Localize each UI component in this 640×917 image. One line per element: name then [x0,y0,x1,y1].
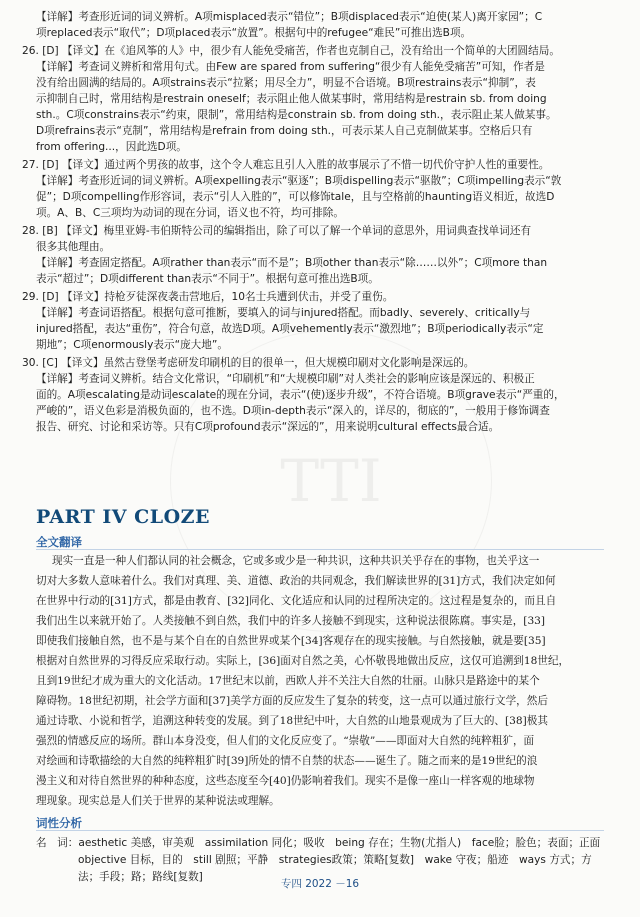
translation-line: 且到19世纪才成为重大的文化活动。17世纪末以前，西欧人并不关注大自然的壮丽。山脉只是路途中的某个 [36,675,540,687]
vocab-line: 法；手段；路；路线[复数] [78,871,203,883]
text-line: 【详解】考查词义辨析和常用句式。由Few are spared from suffering“很少有人能免受痛苦”可知，作者是 [36,61,545,73]
text-line: 27. [D] 【译文】通过两个男孩的故事，这个令人难忘且引人入胜的故事展示了不惜一切代价守护人性的重要性。 [22,159,550,171]
text-line: 【详解】考查形近词的词义辨析。A项expelling表示“驱逐”；B项dispelling表示“驱散”；C项impelling表示“敦 [36,175,562,187]
text-line: injured搭配，表达“重伤”，符合句意，故选D项。A项vehemently表示“激烈地”；B项periodically表示“定 [36,323,544,335]
page-footer: 专四 2022 －16 [280,878,360,890]
text-line: 严峻的”，语义色彩是消极负面的，也不选。D项in-depth表示“深入的，详尽的，彻底的”，一般用于修饰调查 [36,405,550,417]
text-line: 【详解】考查词义辨析。结合文化常识，“印刷机”和“大规模印刷”对人类社会的影响应该是深远的、积极正 [36,373,535,385]
text-line: 报告、研究、讨论和采访等。只有C项profound表示“深远的”，用来说明cultural effects最合适。 [36,421,500,433]
translation-line: 现实一直是一种人们都认同的社会概念，它或多或少是一种共识，这种共识关乎存在的事物，也关乎这一 [52,555,540,567]
translation-line: 障碍物。18世纪初期，社会学方面和[37]美学方面的反应发生了复杂的转变，这一点可以通过旅行文学，然后 [36,695,548,707]
text-line: 很多其他理由。 [36,241,111,253]
text-line: 没有给出圆满的结局的。A项strains表示“拉紧；用尽全力”，明显不合语境。B项restrains表示“抑制”，表 [36,77,536,89]
translation-heading: 全文翻译 [36,535,82,549]
vocab-line: 名 词：aesthetic 美感，审美观 assimilation 同化；吸收 being 存在；生物(尤指人) face脸；脸色；表面；正面 [36,837,601,849]
text-line: 29. [D] 【译文】持枪歹徒深夜袭击营地后，10名士兵遭到伏击，并受了重伤。 [22,291,394,303]
text-line: 表示“超过”；D项different than表示“不同于”。根据句意可推出选B项。 [36,273,379,285]
translation-line: 通过诗歌、小说和哲学，追溯这种转变的发展。到了18世纪中叶，大自然的山地景观成为了巨大的、[38]极其 [36,715,548,727]
text-line: from offering...，因此选D项。 [36,141,187,153]
text-line: 【详解】考查词语搭配。根据句意可推断，要填入的词与injured搭配。而badly、severely、critically与 [36,307,531,319]
text-line: 示抑制自己时，常用结构是restrain oneself；表示阻止他人做某事时，常用结构是restrain sb. from doing [36,93,547,105]
translation-line: 切对大多数人意味着什么。我们对真理、美、道德、政治的共同观念，我们解读世界的[31]方式，我们决定如何 [36,575,556,587]
text-line: 【详解】考查形近词的词义辨析。A项misplaced表示“错位”；B项displaced表示“迫使(某人)离开家园”；C [36,11,543,23]
text-line: 28. [B] 【译文】梅里亚姆-韦伯斯特公司的编辑指出，除了可以了解一个单词的意思外，用词典查找单词还有 [22,225,532,237]
vocab-heading: 词性分析 [36,816,82,830]
translation-line: 即使我们接触自然，也不是与某个自在的自然世界或某个[34]客观存在的现实接触。与自然接触，就是要[35] [36,635,546,647]
translation-line: 在世界中行动的[31]方式，都是由教育、[32]同化、文化适应和认同的过程所决定的。这过程是复杂的，而且自 [36,595,557,607]
text-line: 【详解】考查固定搭配。A项rather than表示“而不是”；B项other than表示“除……以外”；C项more than [36,257,548,269]
watermark: TTI [170,330,492,632]
translation-heading-rule [36,549,604,550]
text-line: 期地”；C项enormously表示“庞大地”。 [36,339,228,351]
vocab-heading-rule [36,830,604,831]
text-line: sth.。C项constrains表示“约束，限制”，常用结构是constrain sb. from doing sth.，表示阻止某人做某事。 [36,109,557,121]
text-line: 26. [D] 【译文】在《追风筝的人》中，很少有人能免受痛苦，作者也克制自己，没有给出一个简单的大团圆结局。 [22,45,560,57]
text-line: D项refrains表示“克制”，常用结构是refrain from doing sth.，可表示某人自己克制做某事。空格后只有 [36,125,533,137]
translation-line: 根据对自然世界的习得反应采取行动。实际上，[36]面对自然之美，心怀敬畏地做出反应，这仅可追溯到18世纪， [36,655,570,667]
text-line: 面的。A项escalating是动词escalate的现在分词，表示“(使)逐步升级”，不符合语境。B项grave表示“严重的， [36,389,565,401]
part-title: PART IV CLOZE [36,506,210,528]
text-line: 促”；D项compelling作形容词，表示“引人入胜的”，可以修饰tale，且与空格前的haunting语义相近，故选D [36,191,555,203]
vocab-line: objective 目标，目的 still 剧照；平静 strategies政策；策略[复数] wake 守夜；船迹 ways 方式；方 [78,854,592,866]
translation-line: 理现象。现实总是人们关于世界的某种说法或理解。 [36,795,280,807]
translation-line: 强烈的情感反应的场所。群山本身没变，但人们的文化反应变了。“崇敬”——即面对大自然的纯粹粗犷，面 [36,735,535,747]
translation-line: 漫主义和对待自然世界的种种态度，这些态度至今[40]仍影响着我们。现实不是像一座山一样客观的地球物 [36,775,535,787]
text-line: 项。A、B、C三项均为动词的现在分词，语义也不符，均可排除。 [36,207,344,219]
translation-line: 我们出生以来就开始了。人类接触不到自然，我们中的许多人接触不到现实，这种说法很陈腐。事实是，[33] [36,615,546,627]
translation-line: 对绘画和诗歌描绘的大自然的纯粹粗犷时[39]所处的情不自禁的状态——诞生了。随之而来的是19世纪的浪 [36,755,538,767]
text-line: 项replaced表示“取代”；D项placed表示“放置”。根据句中的refugee“难民”可推出选B项。 [36,27,472,39]
text-line: 30. [C] 【译文】虽然古登堡考虑研发印刷机的目的很单一，但大规模印刷对文化影响是深远的。 [22,357,475,369]
